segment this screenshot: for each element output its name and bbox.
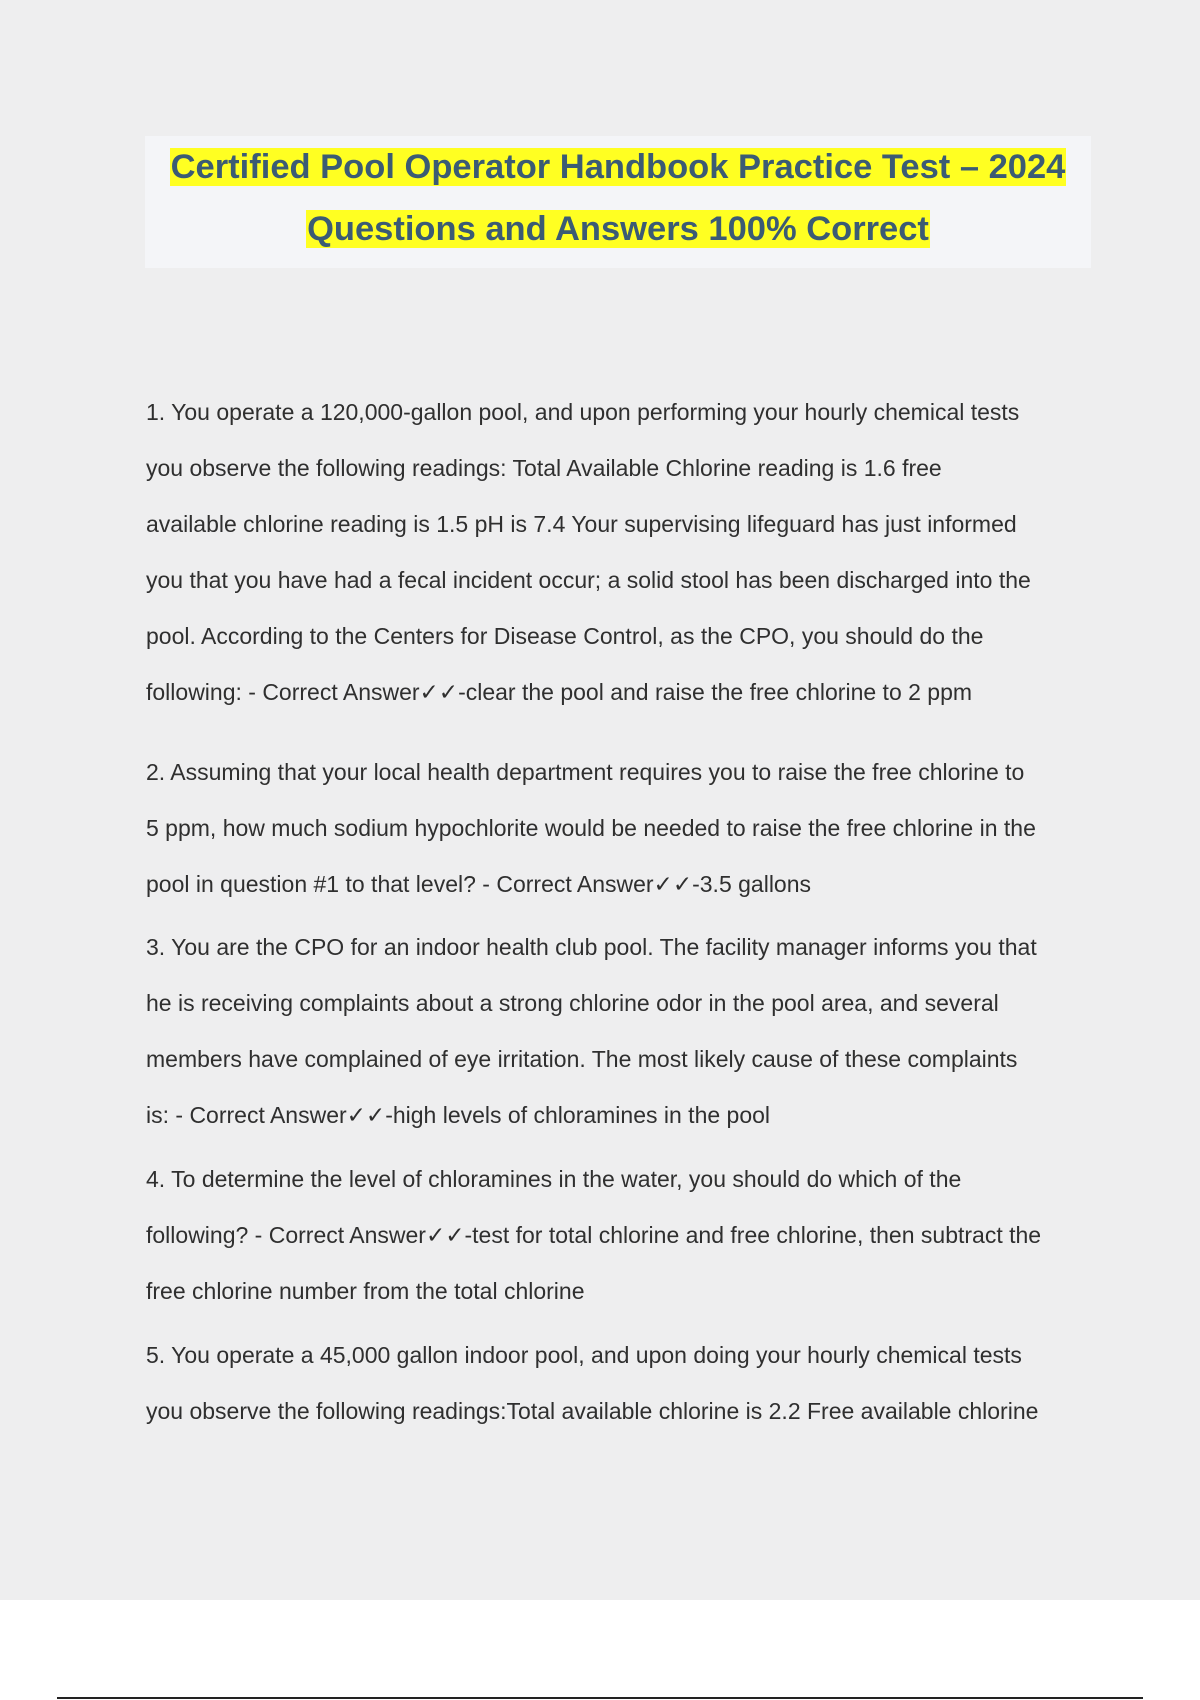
question-line: available chlorine reading is 1.5 pH is 7.4 Your supervising lifeguard has just informed [146,511,1017,537]
question-line: 5 ppm, how much sodium hypochlorite would be needed to raise the free chlorine in the [146,815,1036,841]
question-line: 2. Assuming that your local health department requires you to raise the free chlorine to [146,759,1025,785]
question-line: 4. To determine the level of chloramines in the water, you should do which of the [146,1166,962,1192]
question-5 [146,1327,1086,1439]
question-line: following? - Correct Answer✓✓-test for total chlorine and free chlorine, then subtract the [146,1222,1042,1248]
question-line: free chlorine number from the total chlorine [146,1278,585,1304]
question-2 [146,744,1086,912]
question-line: 5. You operate a 45,000 gallon indoor pool, and upon doing your hourly chemical tests [146,1342,1022,1368]
question-line: is: - Correct Answer✓✓-high levels of chloramines in the pool [146,1102,771,1128]
question-line: members have complained of eye irritation. The most likely cause of these complaints [146,1046,1018,1072]
question-line: he is receiving complaints about a strong chlorine odor in the pool area, and several [146,990,999,1016]
question-3 [146,919,1086,1143]
question-line: following: - Correct Answer✓✓-clear the pool and raise the free chlorine to 2 ppm [146,679,973,705]
question-1 [146,384,1086,720]
question-4 [146,1151,1086,1319]
question-line: you observe the following readings:Total available chlorine is 2.2 Free available chlorine [146,1398,1039,1424]
question-line: 3. You are the CPO for an indoor health club pool. The facility manager informs you that [146,934,1037,960]
document-title [145,136,1091,268]
title-line-2: Questions and Answers 100% Correct [307,210,929,248]
title-line-1: Certified Pool Operator Handbook Practice Test – 2024 [170,148,1066,186]
question-line: you observe the following readings: Total Available Chlorine reading is 1.6 free [146,455,942,481]
question-line: you that you have had a fecal incident occur; a solid stool has been discharged into the [146,567,1031,593]
question-line: pool in question #1 to that level? - Correct Answer✓✓-3.5 gallons [146,871,812,897]
question-line: pool. According to the Centers for Disease Control, as the CPO, you should do the [146,623,984,649]
page-divider [57,1697,1143,1699]
question-line: 1. You operate a 120,000-gallon pool, and upon performing your hourly chemical tests [146,399,1020,425]
